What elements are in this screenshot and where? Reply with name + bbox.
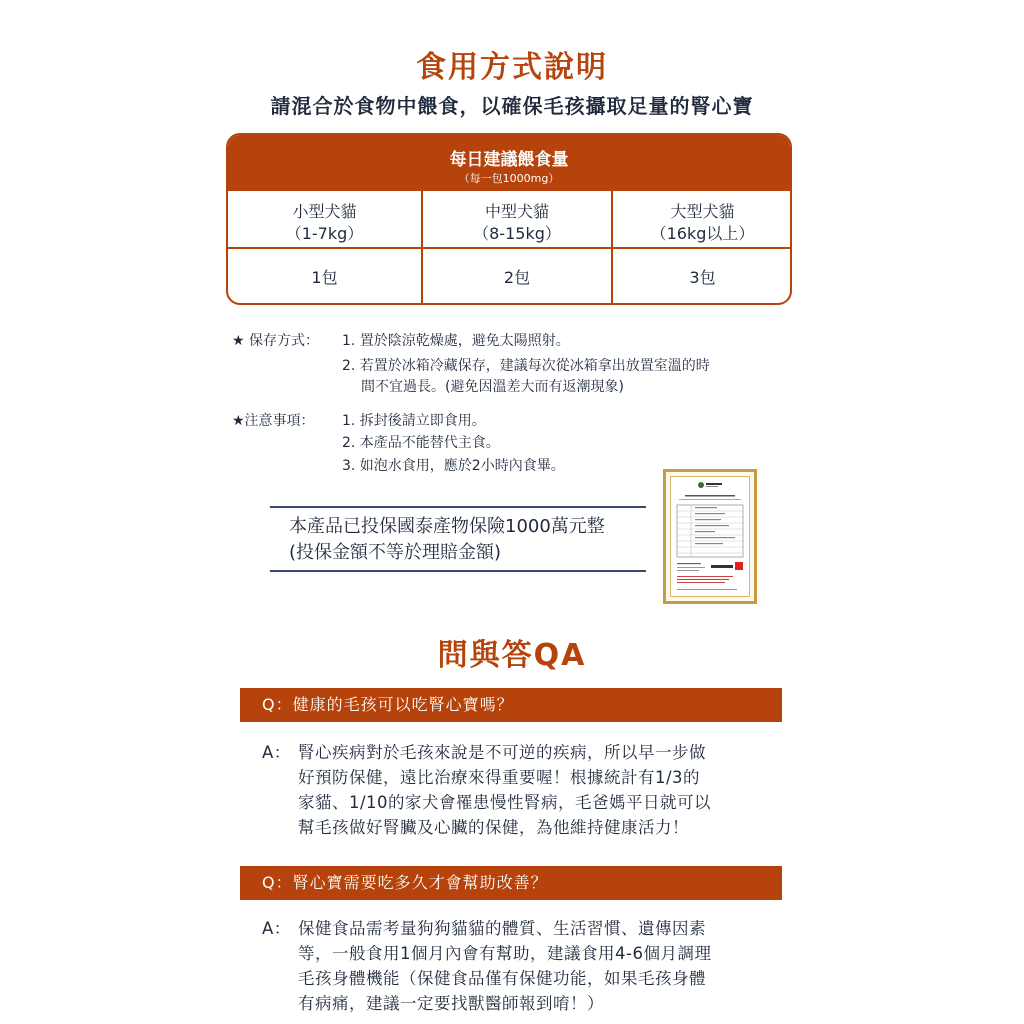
col-large-name: 大型犬貓 xyxy=(670,202,735,221)
answer-text xyxy=(298,916,778,1016)
answer-line: 腎心疾病對於毛孩來說是不可逆的疾病，所以早一步做 xyxy=(298,743,706,762)
insurance-certificate-image xyxy=(663,469,757,604)
answer-label: A： xyxy=(262,919,291,938)
table-header-title: 每日建議餵食量 xyxy=(449,150,569,170)
table-header xyxy=(228,135,790,191)
dosage-table xyxy=(226,133,792,305)
question-bar: Q：腎心寶需要吃多久才會幫助改善？ xyxy=(240,866,782,900)
question-bar: Q：健康的毛孩可以吃腎心寶嗎？ xyxy=(240,688,782,722)
col-medium-range: （8-15kg） xyxy=(473,224,561,243)
storage-label: ★ 保存方式： xyxy=(232,333,320,349)
col-medium-amount: 2包 xyxy=(503,268,531,287)
answer-line: 保健食品需考量狗狗貓貓的體質、生活習慣、遺傳因素 xyxy=(298,919,706,938)
answer-text xyxy=(298,740,778,840)
insurance-line2: (投保金額不等於理賠金額) xyxy=(289,542,502,563)
answer-line: 好預防保健，遠比治療來得重要喔！根據統計有1/3的 xyxy=(298,768,701,787)
col-small-name: 小型犬貓 xyxy=(292,202,357,221)
answer-line: 幫毛孩做好腎臟及心臟的保健，為他維持健康活力！ xyxy=(298,818,689,837)
table-header-subtitle: （每一包1000mg） xyxy=(458,172,560,185)
certificate-content-icon xyxy=(671,477,749,596)
answer-line: 等，一般食用1個月內會有幫助，建議食用4-6個月調理 xyxy=(298,944,712,963)
answer-line: 有病痛，建議一定要找獸醫師報到唷！） xyxy=(298,994,604,1013)
qa-title: 問與答QA xyxy=(437,638,587,673)
col-large-amount: 3包 xyxy=(689,268,716,287)
col-large-range: （16kg以上） xyxy=(650,224,755,243)
usage-subtitle: 請混合於食物中餵食，以確保毛孩攝取足量的腎心寶 xyxy=(270,94,754,118)
answer-label: A： xyxy=(262,743,291,762)
notes-label: ★注意事項： xyxy=(232,413,315,429)
notes-item: 3. 如泡水食用，應於2小時內食畢。 xyxy=(342,458,565,474)
storage-item: 2. 若置於冰箱冷藏保存，建議每次從冰箱拿出放置室溫的時 xyxy=(342,358,710,374)
col-small-amount: 1包 xyxy=(311,268,338,287)
answer-block xyxy=(262,916,772,1016)
col-medium-name: 中型犬貓 xyxy=(484,202,549,221)
col-small-range: （1-7kg） xyxy=(285,224,364,243)
insurance-rule-bottom xyxy=(270,570,646,572)
notes-item: 2. 本產品不能替代主食。 xyxy=(342,435,500,451)
storage-item: 1. 置於陰涼乾燥處，避免太陽照射。 xyxy=(342,333,570,349)
answer-line: 家貓、1/10的家犬會罹患慢性腎病，毛爸媽平日就可以 xyxy=(298,793,712,812)
answer-block xyxy=(262,740,772,840)
storage-item: 間不宜過長。(避免因溫差大而有返潮現象) xyxy=(361,379,624,395)
table-divider xyxy=(228,247,790,249)
insurance-rule-top xyxy=(270,506,646,508)
answer-line: 毛孩身體機能（保健食品僅有保健功能，如果毛孩身體 xyxy=(298,969,706,988)
insurance-line1: 本產品已投保國泰產物保險1000萬元整 xyxy=(289,516,605,537)
notes-item: 1. 拆封後請立即食用。 xyxy=(342,413,486,429)
usage-title: 食用方式說明 xyxy=(416,50,608,85)
